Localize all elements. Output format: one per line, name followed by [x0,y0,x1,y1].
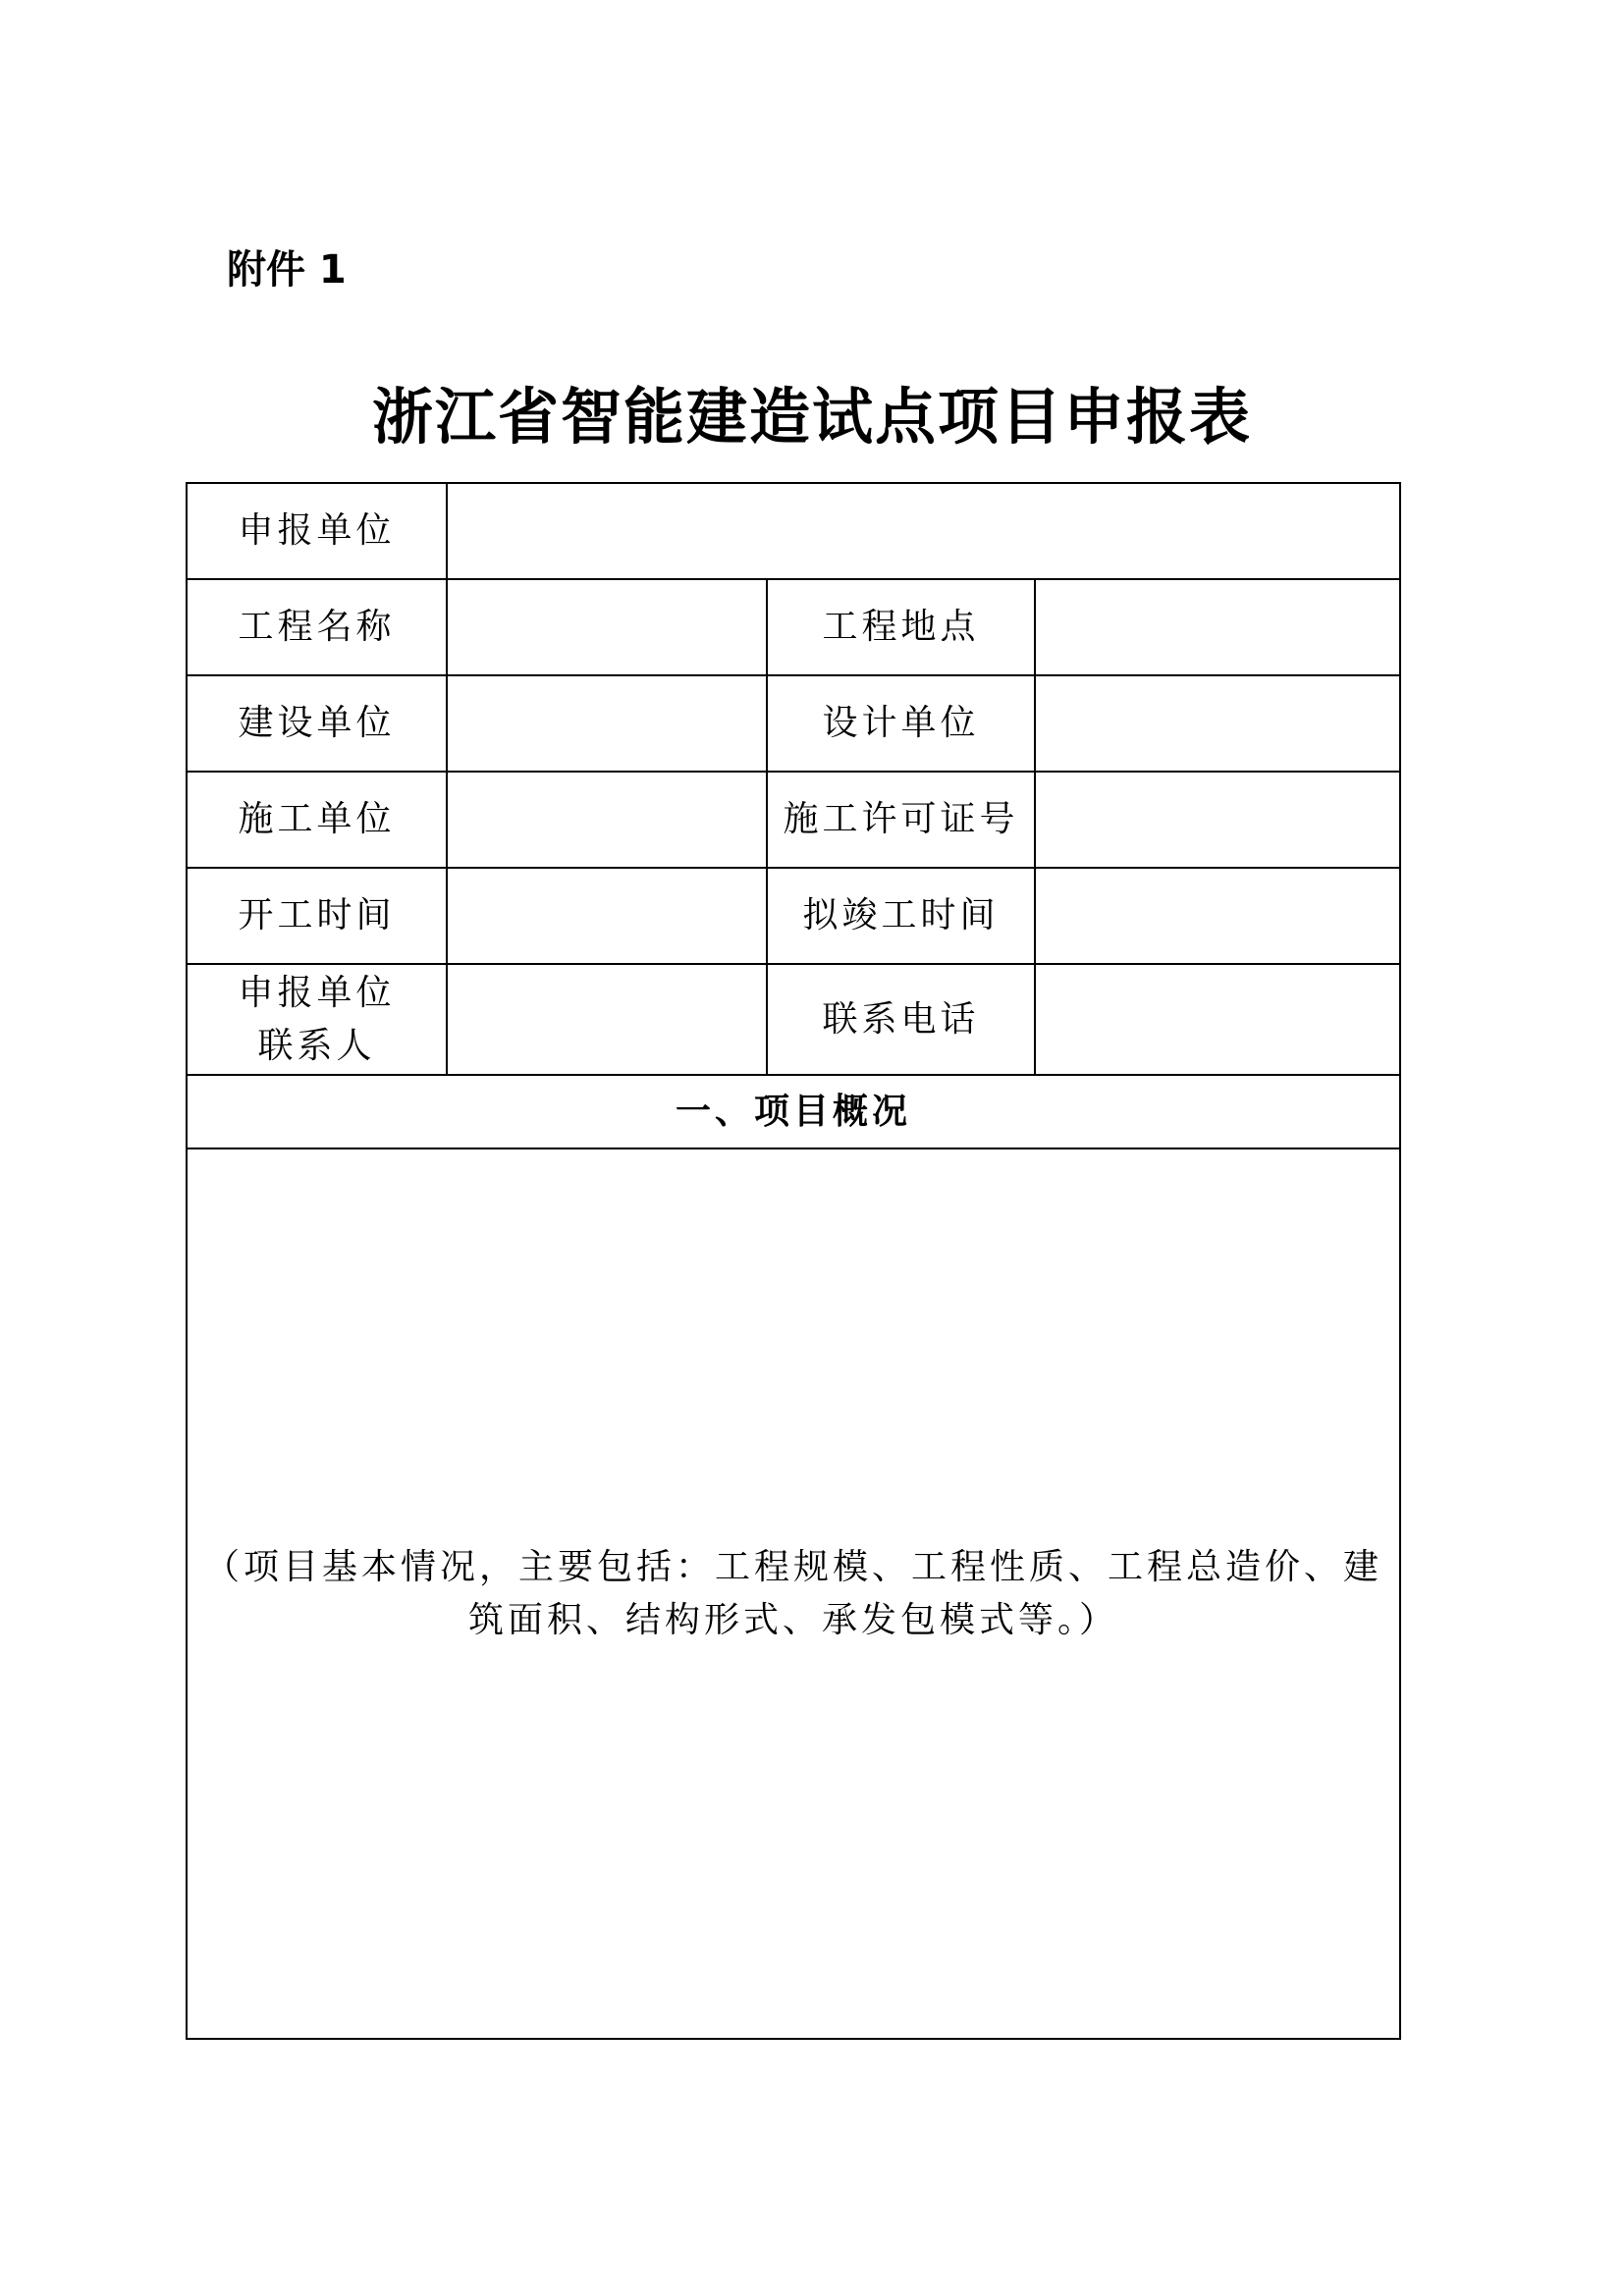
contact-person-label [187,964,447,1075]
contact-person-label-line1: 申报单位 [238,972,396,1013]
table-row [187,675,1400,772]
applicant-label: 申报单位 [187,483,447,579]
permit-number-field[interactable] [1035,772,1400,868]
section-heading-row [187,1075,1400,1148]
design-unit-label: 设计单位 [767,675,1035,772]
project-location-label: 工程地点 [767,579,1035,675]
attachment-label: 附件 1 [227,247,347,293]
completion-date-field[interactable] [1035,868,1400,964]
table-row [187,483,1400,579]
owner-unit-label: 建设单位 [187,675,447,772]
project-name-label: 工程名称 [187,579,447,675]
section1-heading: 一、项目概况 [187,1075,1400,1148]
applicant-field[interactable] [447,483,1400,579]
design-unit-field[interactable] [1035,675,1400,772]
table-row [187,579,1400,675]
section1-note: （项目基本情况，主要包括：工程规模、工程性质、工程总造价、建筑面积、结构形式、承发包模式等。） [204,1546,1383,1640]
project-overview-field[interactable] [187,1148,1400,2039]
contact-person-field[interactable] [447,964,767,1075]
construction-unit-field[interactable] [447,772,767,868]
project-location-field[interactable] [1035,579,1400,675]
start-date-label: 开工时间 [187,868,447,964]
contact-phone-label: 联系电话 [767,964,1035,1075]
completion-date-label: 拟竣工时间 [767,868,1035,964]
permit-number-label: 施工许可证号 [767,772,1035,868]
table-row [187,964,1400,1075]
construction-unit-label: 施工单位 [187,772,447,868]
section-body-row [187,1148,1400,2039]
contact-phone-field[interactable] [1035,964,1400,1075]
contact-person-label-line2: 联系人 [257,1025,376,1066]
owner-unit-field[interactable] [447,675,767,772]
application-form-table [186,482,1401,2040]
table-row [187,772,1400,868]
table-row [187,868,1400,964]
document-title: 浙江省智能建造试点项目申报表 [371,381,1252,453]
start-date-field[interactable] [447,868,767,964]
project-name-field[interactable] [447,579,767,675]
